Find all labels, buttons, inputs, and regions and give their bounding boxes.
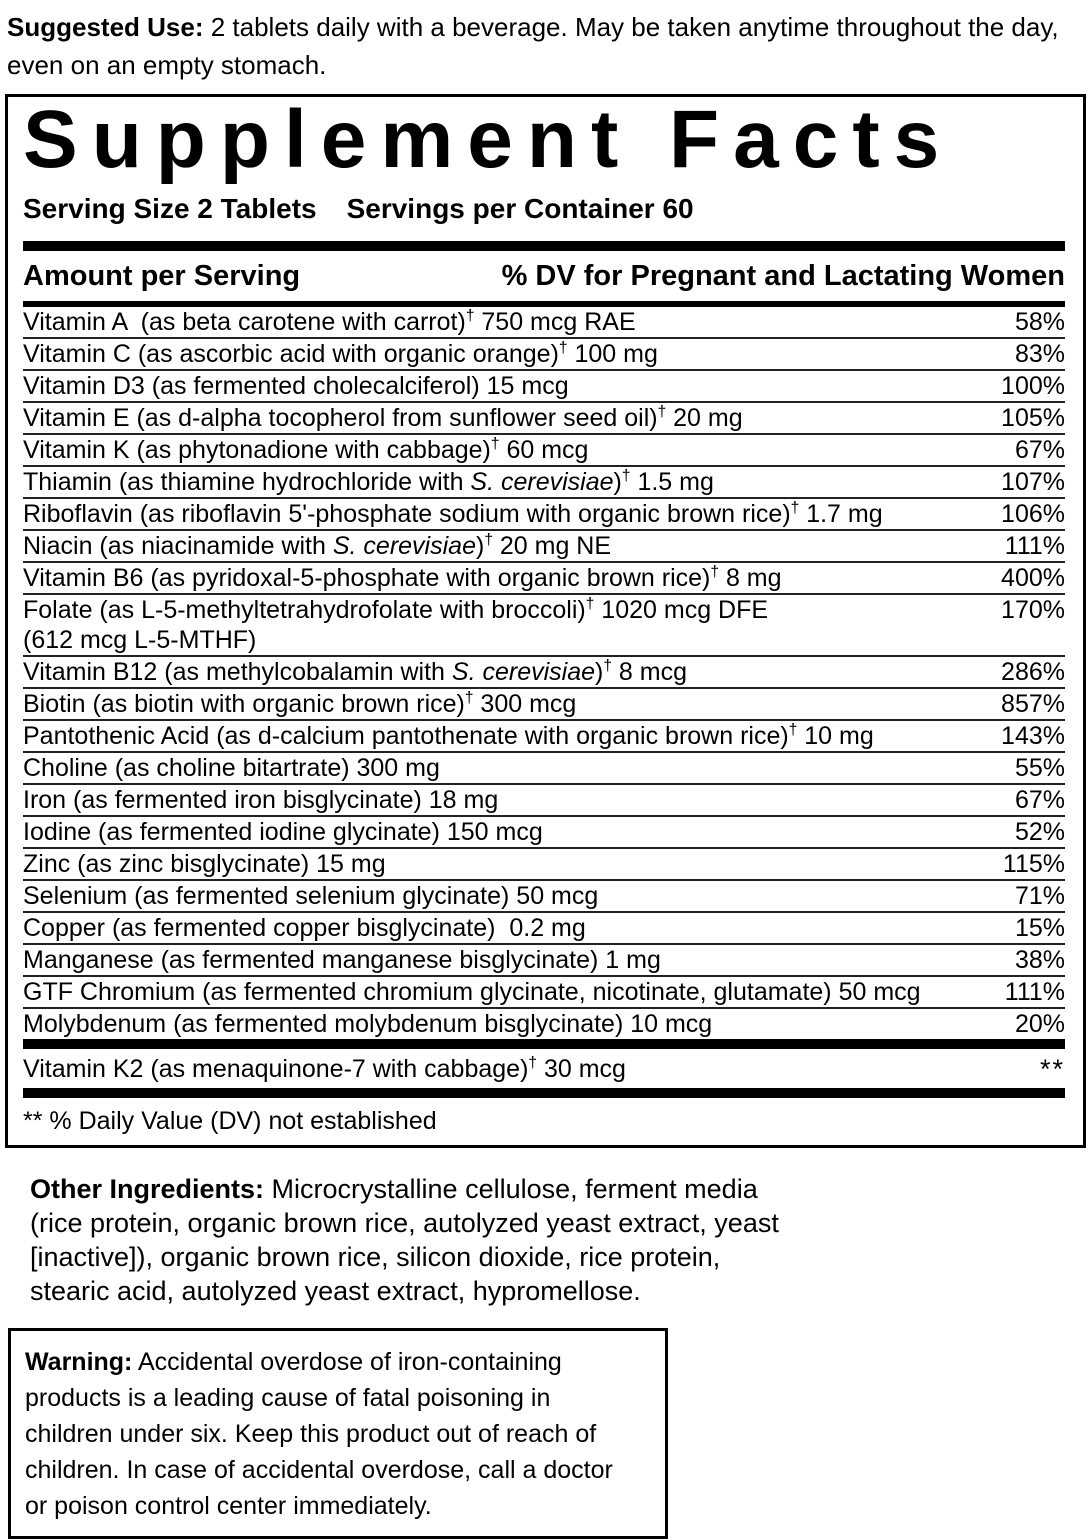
dagger-symbol: † [464, 689, 474, 707]
nutrient-row [23, 657, 1065, 689]
nutrient-dv: 55% [1014, 754, 1065, 782]
nutrient-name: Iodine (as fermented iodine glycinate) 150 mcg [23, 818, 543, 846]
nutrient-dv: 107% [1001, 468, 1065, 496]
dagger-symbol: † [621, 467, 631, 485]
nutrient-name: Selenium (as fermented selenium glycinate) 50 mcg [23, 882, 599, 910]
text-line: (rice protein, organic brown rice, autolyzed yeast extract, yeast [30, 1208, 779, 1238]
nutrient-dv: 400% [1001, 564, 1065, 592]
nutrient-dv: 15% [1014, 914, 1065, 942]
text-line: or poison control center immediately. [25, 1492, 432, 1520]
percent-dv-header: % DV for Pregnant and Lactating Women [501, 260, 1065, 292]
nutrient-name: Vitamin B6 (as pyridoxal-5-phosphate with organic brown rice)† 8 mg [23, 563, 782, 592]
amount-per-serving-header: Amount per Serving [23, 260, 301, 292]
suggested-use-paragraph [7, 8, 1085, 84]
nutrient-row [23, 531, 1065, 563]
text-line: Suggested Use: 2 tablets daily with a beverage. May be taken anytime throughout the day, [7, 12, 1059, 42]
nutrient-dv: ** [1039, 1054, 1065, 1084]
nutrient-dv: 106% [1001, 500, 1065, 528]
nutrient-dv: 100% [1001, 372, 1065, 400]
servings-per-container-text: Servings per Container 60 [346, 193, 694, 224]
nutrient-name: Molybdenum (as fermented molybdenum bisglycinate) 10 mcg [23, 1010, 713, 1038]
nutrient-name: Folate (as L-5-methyltetrahydrofolate with broccoli)† 1020 mcg DFE (612 mcg L-5-MTHF) [23, 595, 769, 654]
nutrient-name: Copper (as fermented copper bisglycinate) 0.2 mg [23, 914, 586, 942]
nutrient-row [23, 307, 1065, 339]
text-line: Other Ingredients: Microcrystalline cellulose, ferment media [30, 1174, 758, 1204]
nutrient-row [23, 467, 1065, 499]
serving-size-text: Serving Size 2 Tablets [23, 193, 317, 224]
dagger-symbol: † [490, 435, 500, 453]
dagger-symbol: † [465, 307, 475, 325]
dagger-symbol: † [790, 499, 800, 517]
text-line: stearic acid, autolyzed yeast extract, hypromellose. [30, 1276, 641, 1306]
dv-footnote: ** % Daily Value (DV) not established [23, 1107, 437, 1135]
nutrient-dv: 52% [1014, 818, 1065, 846]
nutrient-row [23, 435, 1065, 467]
nutrient-name: Vitamin K (as phytonadione with cabbage)† 60 mcg [23, 435, 589, 464]
latin-name-italic: S. cerevisiae [451, 658, 596, 686]
nutrient-name: Vitamin E (as d-alpha tocopherol from sunflower seed oil)† 20 mg [23, 403, 743, 432]
nutrient-dv: 58% [1014, 308, 1065, 336]
text-line: [inactive]), organic brown rice, silicon dioxide, rice protein, [30, 1242, 721, 1272]
text-line: Warning: Accidental overdose of iron-containing [25, 1348, 562, 1376]
nutrient-row [23, 499, 1065, 531]
dagger-symbol: † [603, 657, 612, 675]
column-header-row [23, 251, 1065, 301]
nutrient-row [23, 563, 1065, 595]
paragraph-label: Warning: [25, 1348, 133, 1376]
text-line: children under six. Keep this product out of reach of [25, 1420, 597, 1448]
nutrient-row [23, 977, 1065, 1009]
nutrient-row [23, 689, 1065, 721]
nutrient-rows [23, 307, 1065, 1039]
nutrient-dv: 67% [1014, 786, 1065, 814]
text-line: products is a leading cause of fatal poisoning in [25, 1384, 551, 1412]
nutrient-row [23, 881, 1065, 913]
nutrient-row [23, 403, 1065, 435]
nutrient-dv: 115% [1002, 850, 1065, 878]
nutrient-dv: 857% [1001, 690, 1065, 718]
vitamin-k2-row [23, 1049, 1065, 1088]
nutrient-name: Thiamin (as thiamine hydrochloride with S. cerevisiae)† 1.5 mg [23, 467, 714, 496]
supplement-label-page [0, 8, 1091, 1520]
nutrient-row [23, 753, 1065, 785]
nutrient-dv: 286% [1001, 658, 1065, 686]
nutrient-dv: 20% [1014, 1010, 1065, 1038]
nutrient-dv: 111% [1004, 978, 1065, 1006]
nutrient-name: Iron (as fermented iron bisglycinate) 18 mg [23, 786, 499, 814]
dagger-symbol: † [484, 531, 493, 549]
divider-thick-top [23, 241, 1065, 251]
nutrient-name: Riboflavin (as riboflavin 5'-phosphate sodium with organic brown rice)† 1.7 mg [23, 499, 883, 528]
nutrient-row [23, 785, 1065, 817]
nutrient-name: Niacin (as niacinamide with S. cerevisiae)† 20 mg NE [23, 531, 612, 560]
panel-title: Supplement Facts [23, 94, 954, 185]
nutrient-name: Vitamin C (as ascorbic acid with organic orange)† 100 mg [23, 339, 658, 368]
nutrient-name: Vitamin A (as beta carotene with carrot)† 750 mcg RAE [23, 307, 636, 336]
nutrient-row [23, 371, 1065, 403]
nutrient-dv: 111% [1004, 532, 1065, 560]
dagger-symbol: † [528, 1054, 538, 1072]
serving-info-line [23, 193, 1065, 225]
divider-thick-above-k2 [23, 1039, 1065, 1049]
nutrient-row [23, 721, 1065, 753]
nutrient-dv: 170% [1001, 596, 1065, 624]
paragraph-label: Other Ingredients: [30, 1174, 265, 1204]
divider-thick-below-k2 [23, 1088, 1065, 1098]
nutrient-name-line2: (612 mcg L-5-MTHF) [23, 626, 257, 654]
nutrient-row [23, 849, 1065, 881]
nutrient-dv: 71% [1014, 882, 1065, 910]
warning-box [8, 1328, 668, 1539]
dagger-symbol: † [558, 339, 568, 357]
dagger-symbol: † [788, 721, 798, 739]
nutrient-row [23, 595, 1065, 657]
latin-name-italic: S. cerevisiae [332, 532, 476, 560]
dagger-symbol: † [657, 403, 667, 421]
nutrient-name: Biotin (as biotin with organic brown rice)† 300 mcg [23, 689, 577, 718]
nutrient-dv: 105% [1001, 404, 1065, 432]
nutrient-dv: 38% [1014, 946, 1065, 974]
nutrient-name: Choline (as choline bitartrate) 300 mg [23, 754, 440, 782]
supplement-facts-panel [5, 94, 1086, 1148]
nutrient-row [23, 1009, 1065, 1039]
nutrient-row [23, 945, 1065, 977]
text-line: even on an empty stomach. [7, 50, 327, 80]
nutrient-name: Manganese (as fermented manganese bisglycinate) 1 mg [23, 946, 661, 974]
nutrient-dv: 67% [1014, 436, 1065, 464]
nutrient-dv: 83% [1014, 340, 1065, 368]
nutrient-name: Vitamin B12 (as methylcobalamin with S. cerevisiae)† 8 mcg [23, 657, 688, 686]
nutrient-name: Vitamin D3 (as fermented cholecalciferol) 15 mcg [23, 372, 569, 400]
nutrient-name: Vitamin K2 (as menaquinone-7 with cabbage)† 30 mcg [23, 1054, 626, 1083]
nutrient-row [23, 817, 1065, 849]
other-ingredients-paragraph [30, 1172, 1071, 1308]
dagger-symbol: † [710, 563, 719, 581]
nutrient-dv: 143% [1001, 722, 1065, 750]
nutrient-name: GTF Chromium (as fermented chromium glycinate, nicotinate, glutamate) 50 mcg [23, 978, 921, 1006]
nutrient-row [23, 913, 1065, 945]
nutrient-name: Zinc (as zinc bisglycinate) 15 mg [23, 850, 386, 878]
dagger-symbol: † [585, 595, 595, 613]
latin-name-italic: S. cerevisiae [470, 468, 614, 496]
text-line: children. In case of accidental overdose, call a doctor [25, 1456, 613, 1484]
nutrient-row [23, 339, 1065, 371]
nutrient-name: Pantothenic Acid (as d-calcium pantothenate with organic brown rice)† 10 mg [23, 721, 874, 750]
paragraph-label: Suggested Use: [7, 12, 204, 42]
